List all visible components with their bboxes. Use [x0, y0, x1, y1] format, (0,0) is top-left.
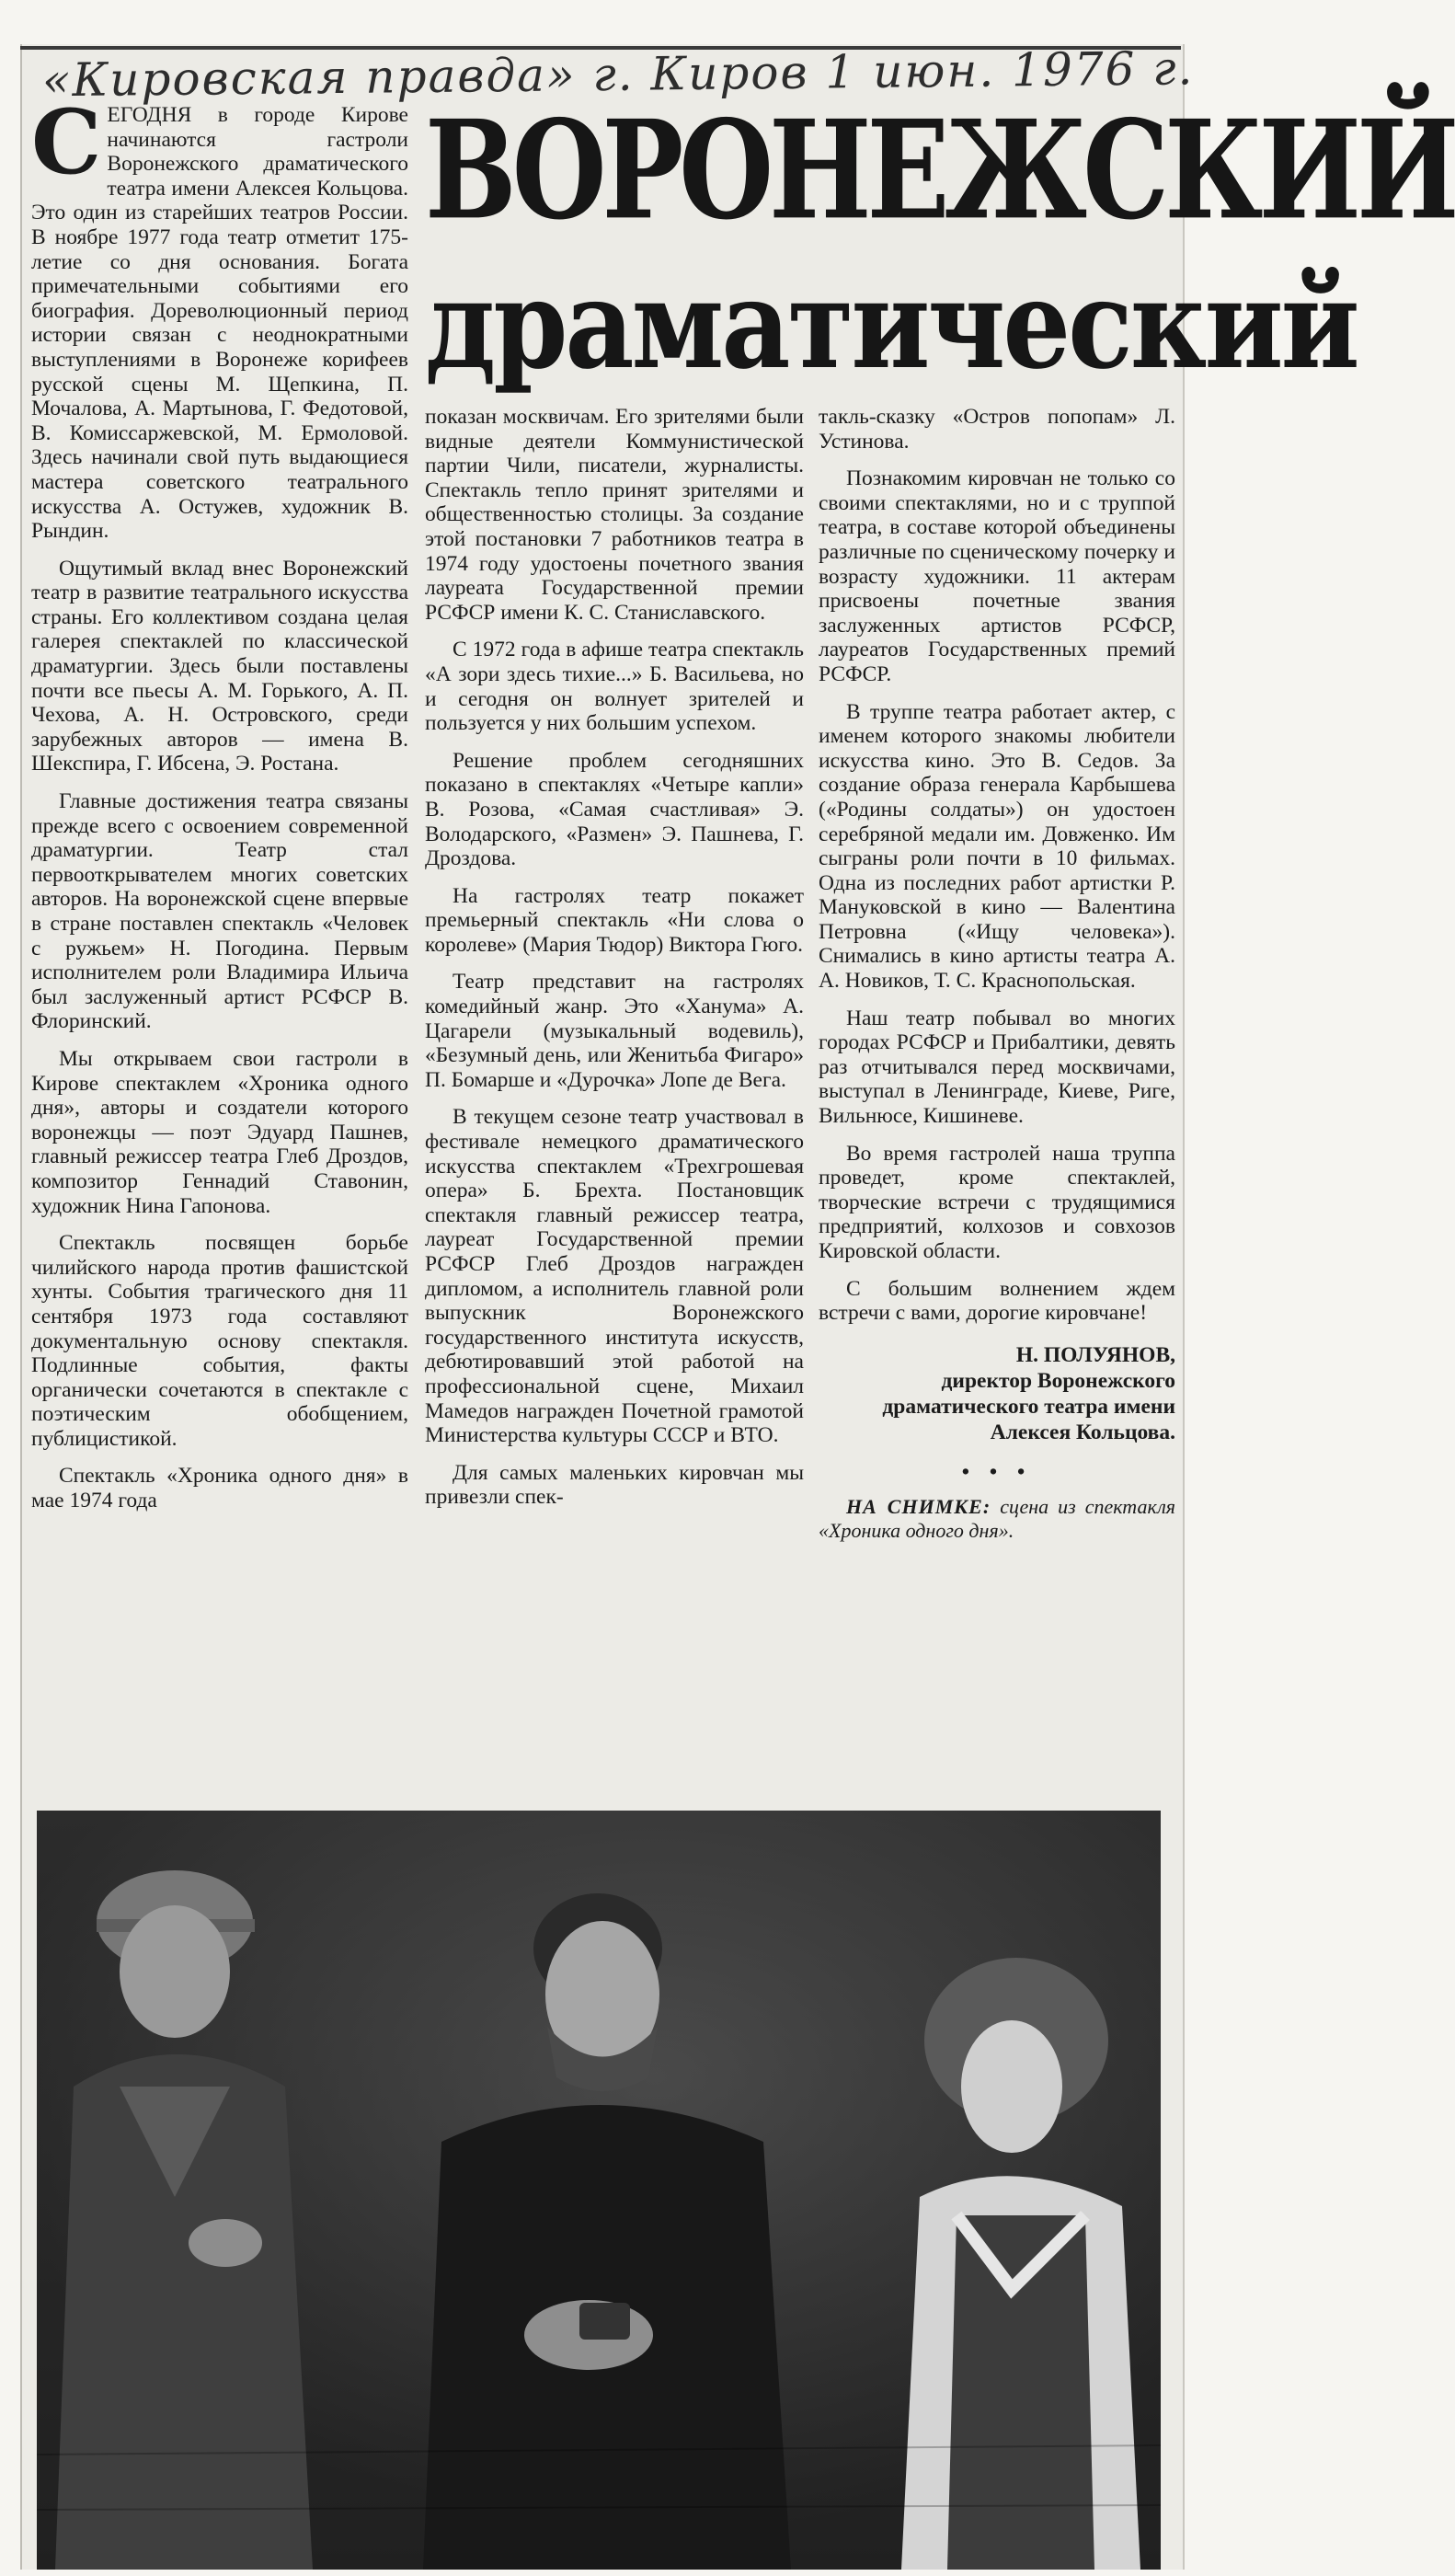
stage-photo: [37, 1811, 1161, 2570]
article-column-2: [425, 405, 804, 1805]
paragraph: такль-сказку «Остров попопам» Л. Устинова.: [819, 405, 1175, 454]
article-column-1: [31, 90, 408, 1805]
paragraph: Познакомим кировчан не только со своими спектаклями, но и с труппой театра, в составе которой объединены различные по сценическому почерку и возрасту художники. 11 актерам присвоены почетные звания заслуженных артистов РСФСР, лауреатов Государственных премий РСФСР.: [819, 466, 1175, 686]
handwritten-source-note: «Кировская правда» г. Киров 1 июн. 1976 г.: [41, 41, 1195, 108]
paragraph: Для самых маленьких кировчан мы привезли спек-: [425, 1460, 804, 1510]
drop-cap: С: [31, 90, 102, 194]
photo-caption: [819, 1495, 1175, 1543]
paragraph: Спектакль посвящен борьбе чилийского народа против фашистской хунты. События трагического дня 11 сентября 1973 года составляют документальную основу спектакля. Подлинные события, факты органически сочетаются в спектакле с поэтическим обобщением, публицистикой.: [31, 1231, 408, 1451]
paragraph: Во время гастролей наша труппа проведет, кроме спектаклей, творческие встречи с трудящимися предприятий, колхозов и совхозов Кировской области.: [819, 1141, 1175, 1263]
paragraph: Решение проблем сегодняшних показано в спектаклях «Четыре капли» В. Розова, «Самая счастливая» Э. Володарского, «Размен» Э. Пашнева, Г. Дроздова.: [425, 748, 804, 871]
headline-line-1: ВОРОНЕЖСКИЙ: [425, 89, 1455, 250]
headline-line-2: драматический: [425, 252, 1358, 397]
paragraph: Наш театр побывал во многих городах РСФСР и Прибалтики, девять раз отчитывался перед москвичами, выступал в Ленинграде, Киеве, Риге, Вильнюсе, Кишиневе.: [819, 1006, 1175, 1129]
caption-text: сцена из спектакля «Хроника одного дня».: [819, 1495, 1176, 1543]
paragraph: СЕГОДНЯ в городе Кирове начинаются гастроли Воронежского драматического театра имени Алексея Кольцова. Это один из старейших театров России. В ноябре 1977 года театр отметит 175-летие со дня основания. Богата примечательными событиями его биография. Дореволюционный период истории связан с неоднократными выступлениями в Воронеже корифеев русской сцены М. Щепкина, П. Мочалова, А. Мартынова, Г. Федотовой, В. Комиссаржевской, М. Ермоловой. Здесь начинали свой путь выдающиеся мастера советского театрального искусства А. Остужев, художник В. Рындин.: [31, 90, 408, 544]
paragraph: Мы открываем свои гастроли в Кирове спектаклем «Хроника одного дня», авторы и создатели которого воронежцы — поэт Эдуард Пашнев, главный режиссер театра Глеб Дроздов, композитор Геннадий Ставонин, художник Нина Гапонова.: [31, 1046, 408, 1218]
author-signature: [819, 1342, 1175, 1445]
paragraph: Спектакль «Хроника одного дня» в мае 1974 года: [31, 1464, 408, 1513]
author-name: Н. ПОЛУЯНОВ,: [1015, 1342, 1175, 1367]
separator-dots: • • •: [961, 1459, 1033, 1484]
paragraph: В текущем сезоне театр участвовал в фестивале немецкого драматического искусства спектаклем «Трехгрошевая опера» Б. Брехта. Постановщик спектакля главный режиссер театра, лауреат Государственной премии РСФСР Глеб Дроздов награжден дипломом, а исполнитель главной роли выпускник Воронежского государственного института искусств, дебютировавший этой работой на профессиональной сцене, Михаил Мамедов награжден Почетной грамотой Министерства культуры СССР и ВТО.: [425, 1105, 804, 1448]
paragraph: Ощутимый вклад внес Воронежский театр в развитие театрального искусства страны. Его коллективом создана целая галерея спектаклей по классической драматургии. Здесь были поставлены почти все пьесы А. М. Горького, А. П. Чехова, А. Н. Островского, среди зарубежных авторов — имена В. Шекспира, Г. Ибсена, Э. Ростана.: [31, 556, 408, 776]
paragraph: Театр представит на гастролях комедийный жанр. Это «Ханума» А. Цагарели (музыкальный водевиль), «Безумный день, или Женитьба Фигаро» П. Бомарше и «Дурочка» Лопе де Вега.: [425, 970, 804, 1092]
author-title: директор Воронежского драматического театра имени Алексея Кольцова.: [882, 1368, 1175, 1444]
paragraph: На гастролях театр покажет премьерный спектакль «Ни слова о королеве» (Мария Тюдор) Виктора Гюго.: [425, 883, 804, 957]
caption-label: НА СНИМКЕ:: [846, 1495, 991, 1519]
stage-photo-illustration: [37, 1811, 1161, 2570]
actress-right: [901, 1958, 1140, 2570]
paragraph: Главные достижения театра связаны прежде всего с освоением современной драматургии. Театр стал первооткрывателем многих советских авторов. На воронежской сцене впервые в стране поставлен спектакль «Человек с ружьем» Н. Погодина. Первым исполнителем роли Владимира Ильича был заслуженный артист РСФСР В. Флоринский.: [31, 789, 408, 1034]
paragraph: показан москвичам. Его зрителями были видные деятели Коммунистической партии Чили, писатели, журналисты. Спектакль тепло принят зрителями и общественностью столицы. За создание этой постановки 7 работников театра в 1974 году удостоены почетного звания лауреата Государственной премии РСФСР имени К. С. Станиславского.: [425, 405, 804, 625]
paragraph: В труппе театра работает актер, с именем которого знакомы любители искусства кино. Это В. Седов. За создание образа генерала Карбышева («Родины солдаты») он удостоен серебряной медали им. Довженко. Им сыграны роли почти в 10 фильмах. Одна из последних работ артистки Р. Мануковской в кино — Валентина Петровна («Ищу человека»). Снимались в кино артисты театра А. А. Новиков, Т. С. Краснопольская.: [819, 699, 1175, 994]
article-column-3: [819, 405, 1175, 1805]
paragraph: С 1972 года в афише театра спектакль «А зори здесь тихие...» Б. Васильева, но и сегодня он волнует зрителей и пользуется у них большим успехом.: [425, 638, 804, 736]
paragraph: С большим волнением ждем встречи с вами, дорогие кировчане!: [819, 1276, 1175, 1326]
